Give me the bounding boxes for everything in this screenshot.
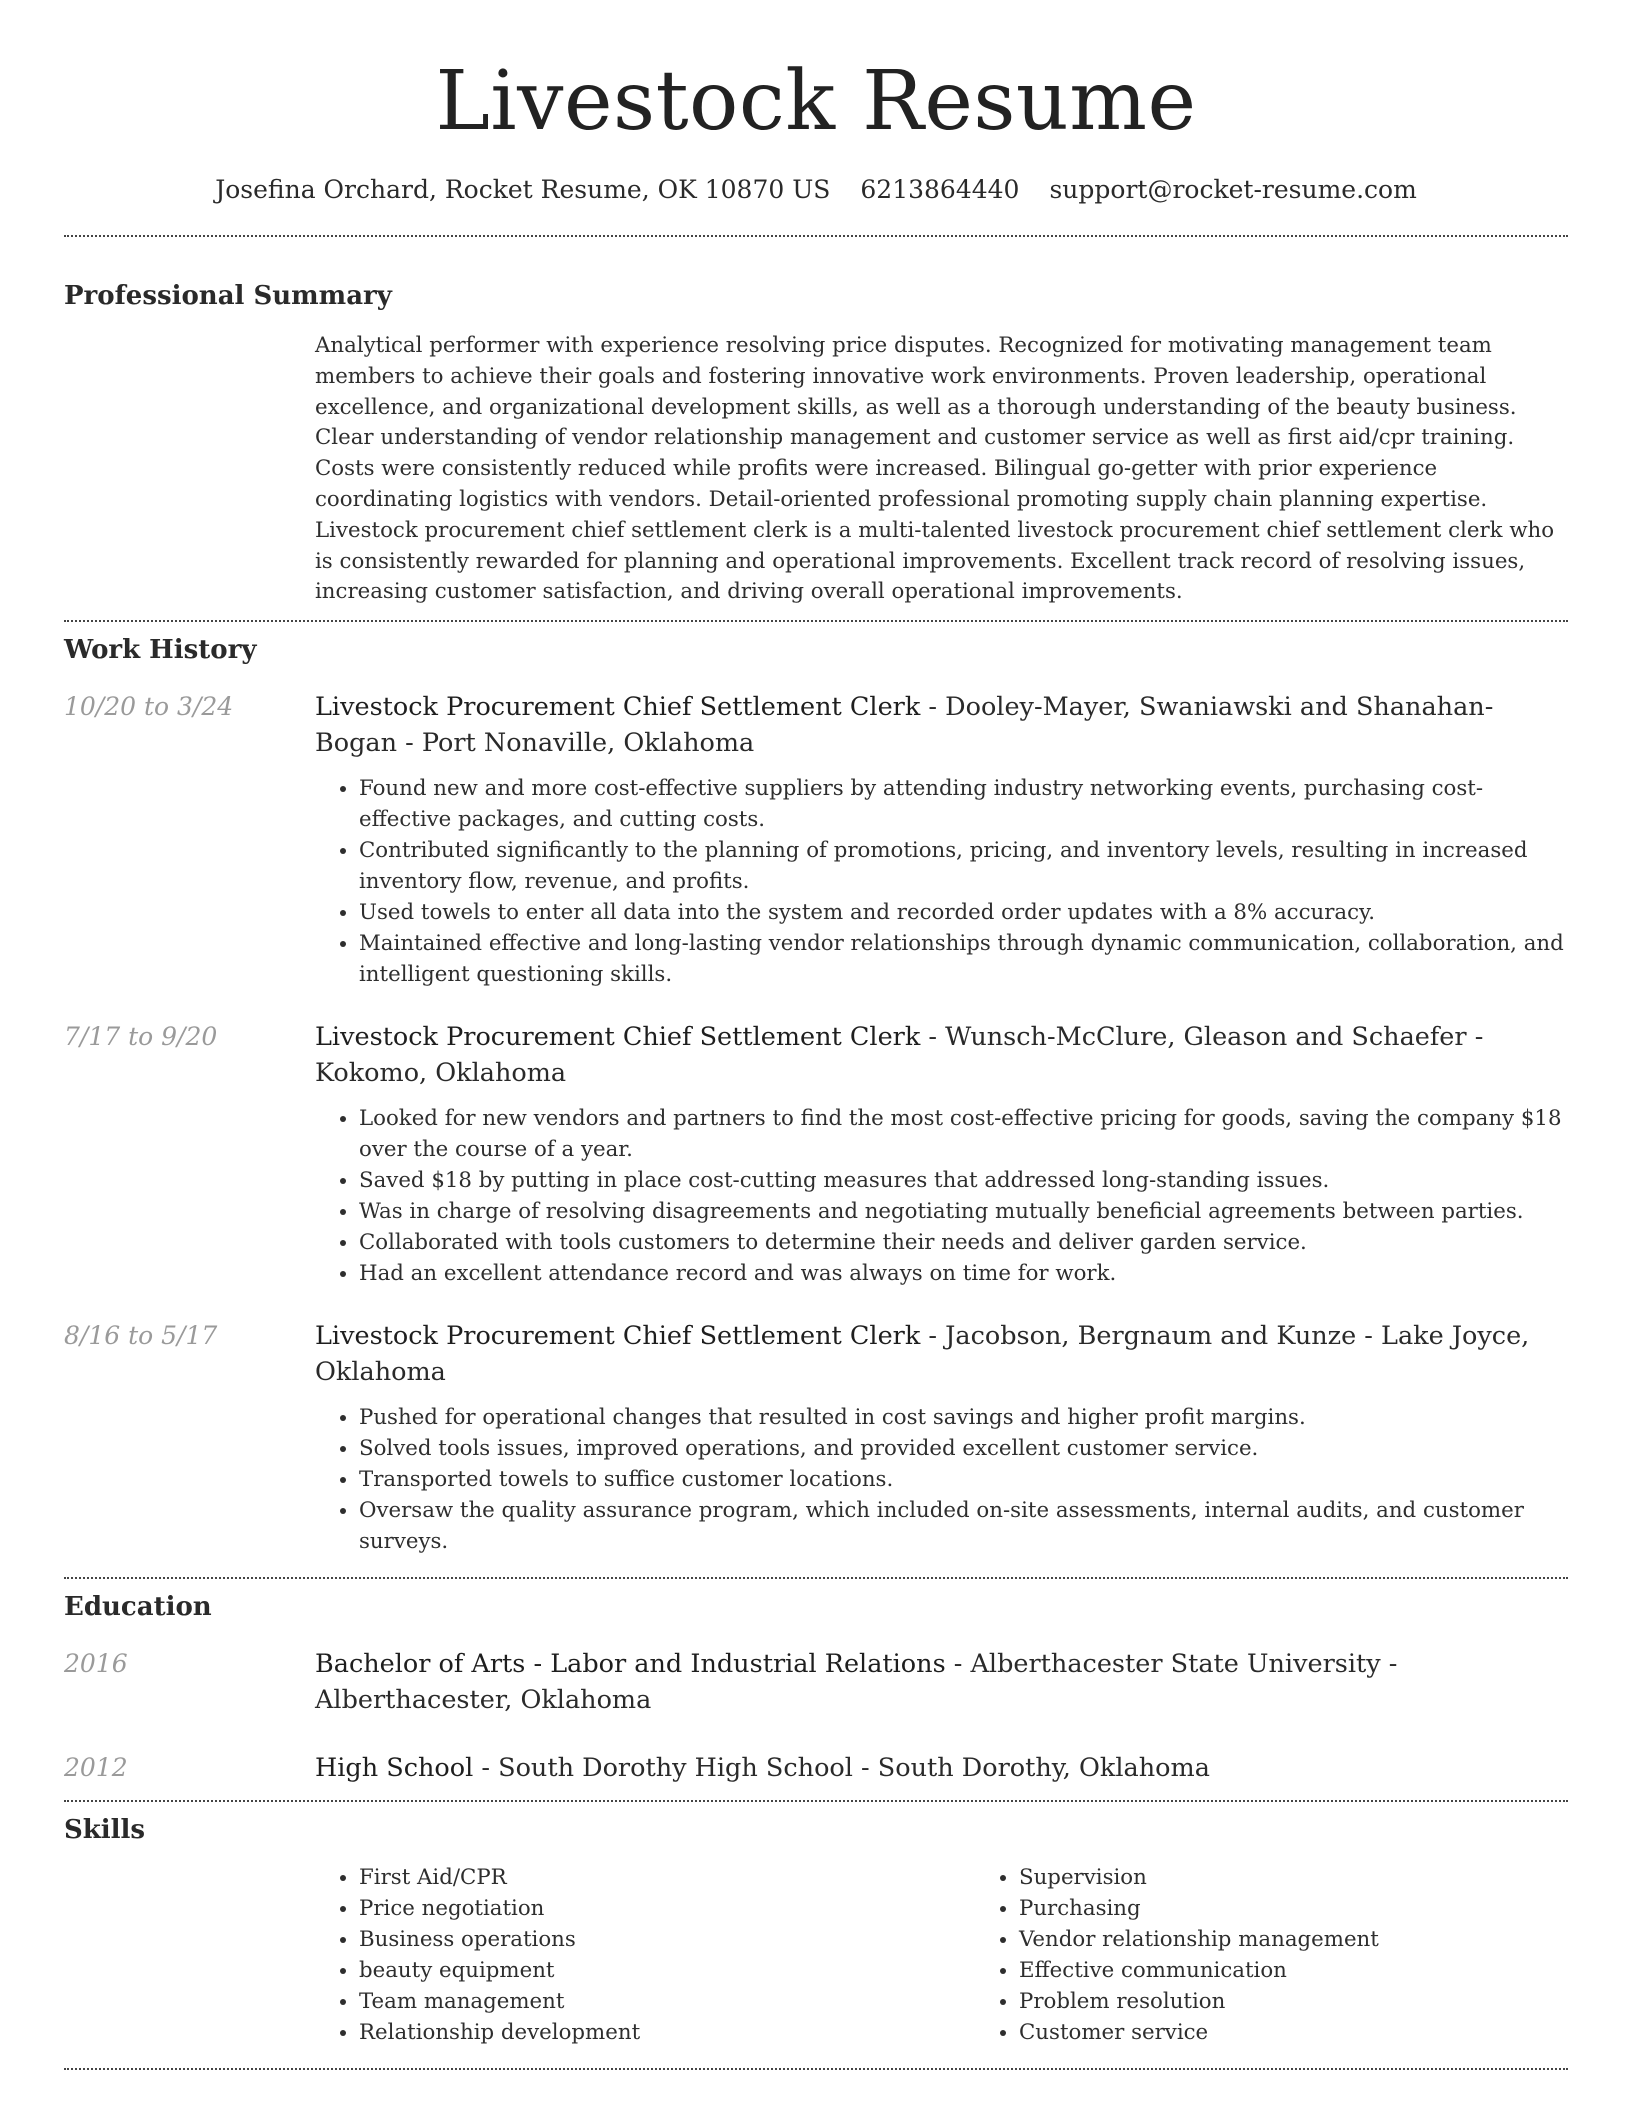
- job-title: [315, 689, 1568, 761]
- job-bullets: [315, 1402, 1568, 1557]
- job-entry: [64, 689, 1568, 990]
- list-item: • Was in charge of resolving disagreements and negotiating mutually beneficial agreements between parties.: [359, 1196, 1568, 1227]
- job-role: Livestock Procurement Chief Settlement Clerk: [315, 1022, 921, 1053]
- skills-list-left: [315, 1862, 975, 2048]
- work-section: [64, 632, 1568, 1557]
- job-body: [315, 1019, 1568, 1289]
- skills-heading: Skills: [64, 1815, 146, 1846]
- education-year: 2012: [64, 1753, 128, 1783]
- summary-section: [64, 278, 1568, 608]
- list-item: • Found new and more cost-effective suppliers by attending industry networking events, purchasing cost-effective packages, and cutting costs.: [359, 773, 1568, 835]
- job-dates: 10/20 to 3/24: [64, 692, 234, 722]
- education-degree: High School: [315, 1753, 474, 1784]
- job-dates: 7/17 to 9/20: [64, 1022, 218, 1052]
- list-item: • Contributed significantly to the planning of promotions, pricing, and inventory levels, resulting in increased inventory flow, revenue, and profits.: [359, 835, 1568, 897]
- job-title: [315, 1019, 1568, 1091]
- list-item: • Looked for new vendors and partners to find the most cost-effective pricing for goods, saving the company $18 over the course of a year.: [359, 1103, 1568, 1165]
- skill-item: • Problem resolution: [1019, 1986, 1632, 2017]
- skill-item: • beauty equipment: [359, 1955, 975, 1986]
- job-entry: [64, 1318, 1568, 1557]
- skills-list-right: [975, 1862, 1632, 2048]
- education-details: - Alberthacester State University - Alberthacester, Oklahoma: [315, 1649, 1398, 1716]
- skills-columns: [315, 1862, 1632, 2048]
- skill-item: • Price negotiation: [359, 1893, 975, 1924]
- skills-row: [64, 1862, 1568, 2048]
- education-details: - South Dorothy High School - South Dorothy, Oklahoma: [473, 1753, 1210, 1784]
- education-entry: [64, 1646, 1568, 1718]
- summary-left-spacer: [64, 331, 315, 608]
- list-item: • Maintained effective and long-lasting vendor relationships through dynamic communication, collaboration, and intelligent questioning skills.: [359, 928, 1568, 990]
- job-body: [315, 689, 1568, 990]
- job-entry: [64, 1019, 1568, 1289]
- education-title: [315, 1750, 1568, 1786]
- divider: [64, 235, 1568, 237]
- contact-email: support@rocket-resume.com: [1049, 175, 1417, 204]
- skill-item: • Effective communication: [1019, 1955, 1632, 1986]
- list-item: • Oversaw the quality assurance program, which included on-site assessments, internal audits, and customer surveys.: [359, 1495, 1568, 1557]
- skill-item: • Customer service: [1019, 2017, 1632, 2048]
- education-entry: [64, 1750, 1568, 1786]
- job-title: [315, 1318, 1568, 1390]
- skill-item: • Supervision: [1019, 1862, 1632, 1893]
- education-title: [315, 1646, 1568, 1718]
- divider: [64, 1577, 1568, 1579]
- skill-item: • Team management: [359, 1986, 975, 2017]
- skill-item: • First Aid/CPR: [359, 1862, 975, 1893]
- job-details: - Jacobson, Bergnaum and Kunze - Lake Joyce, Oklahoma: [315, 1321, 1530, 1388]
- work-heading: Work History: [64, 635, 257, 666]
- skill-item: • Purchasing: [1019, 1893, 1632, 1924]
- list-item: • Solved tools issues, improved operations, and provided excellent customer service.: [359, 1433, 1568, 1464]
- job-bullets: [315, 773, 1568, 990]
- job-dates: 8/16 to 5/17: [64, 1321, 218, 1351]
- skill-item: • Relationship development: [359, 2017, 975, 2048]
- skill-item: • Vendor relationship management: [1019, 1924, 1632, 1955]
- skill-item: • Business operations: [359, 1924, 975, 1955]
- list-item: • Transported towels to suffice customer locations.: [359, 1464, 1568, 1495]
- education-section: [64, 1589, 1568, 1786]
- list-item: • Pushed for operational changes that resulted in cost savings and higher profit margins.: [359, 1402, 1568, 1433]
- list-item: • Had an excellent attendance record and was always on time for work.: [359, 1258, 1568, 1289]
- summary-row: [64, 331, 1568, 608]
- job-role: Livestock Procurement Chief Settlement Clerk: [315, 692, 921, 723]
- list-item: • Collaborated with tools customers to determine their needs and deliver garden service.: [359, 1227, 1568, 1258]
- job-details: - Wunsch-McClure, Gleason and Schaefer - Kokomo, Oklahoma: [315, 1022, 1484, 1089]
- education-heading: Education: [64, 1592, 212, 1623]
- skills-left-spacer: [64, 1862, 315, 2048]
- education-degree: Bachelor of Arts - Labor and Industrial Relations: [315, 1649, 946, 1680]
- job-bullets: [315, 1103, 1568, 1289]
- education-year: 2016: [64, 1649, 128, 1679]
- list-item: • Used towels to enter all data into the system and recorded order updates with a 8% accuracy.: [359, 897, 1568, 928]
- contact-address: Josefina Orchard, Rocket Resume, OK 10870 US: [215, 175, 831, 204]
- resume-title: Livestock Resume: [435, 54, 1197, 149]
- job-details: - Dooley-Mayer, Swaniawski and Shanahan-Bogan - Port Nonaville, Oklahoma: [315, 692, 1494, 759]
- job-body: [315, 1318, 1568, 1557]
- divider: [64, 2068, 1568, 2070]
- summary-heading: Professional Summary: [64, 281, 392, 311]
- job-role: Livestock Procurement Chief Settlement Clerk: [315, 1321, 921, 1352]
- contact-phone: 6213864440: [860, 175, 1020, 204]
- skills-section: [64, 1812, 1568, 2048]
- divider: [64, 1800, 1568, 1802]
- list-item: • Saved $18 by putting in place cost-cutting measures that addressed long-standing issues.: [359, 1165, 1568, 1196]
- contact-line: [64, 170, 1568, 210]
- divider: [64, 620, 1568, 622]
- summary-text: Analytical performer with experience resolving price disputes. Recognized for motivating management team members to achieve their goals and fostering innovative work environments. Proven leadership, operational excellence, and organizational development skills, as well as a thorough understanding of the beauty business. Clear understanding of vendor relationship management and customer service as well as first aid/cpr training. Costs were consistently reduced while profits were increased. Bilingual go-getter with prior experience coordinating logistics with vendors. Detail-oriented professional promoting supply chain planning expertise. Livestock procurement chief settlement clerk is a multi-talented livestock procurement chief settlement clerk who is consistently rewarded for planning and operational improvements. Excellent track record of resolving issues, increasing customer satisfaction, and driving overall operational improvements.: [315, 333, 1555, 605]
